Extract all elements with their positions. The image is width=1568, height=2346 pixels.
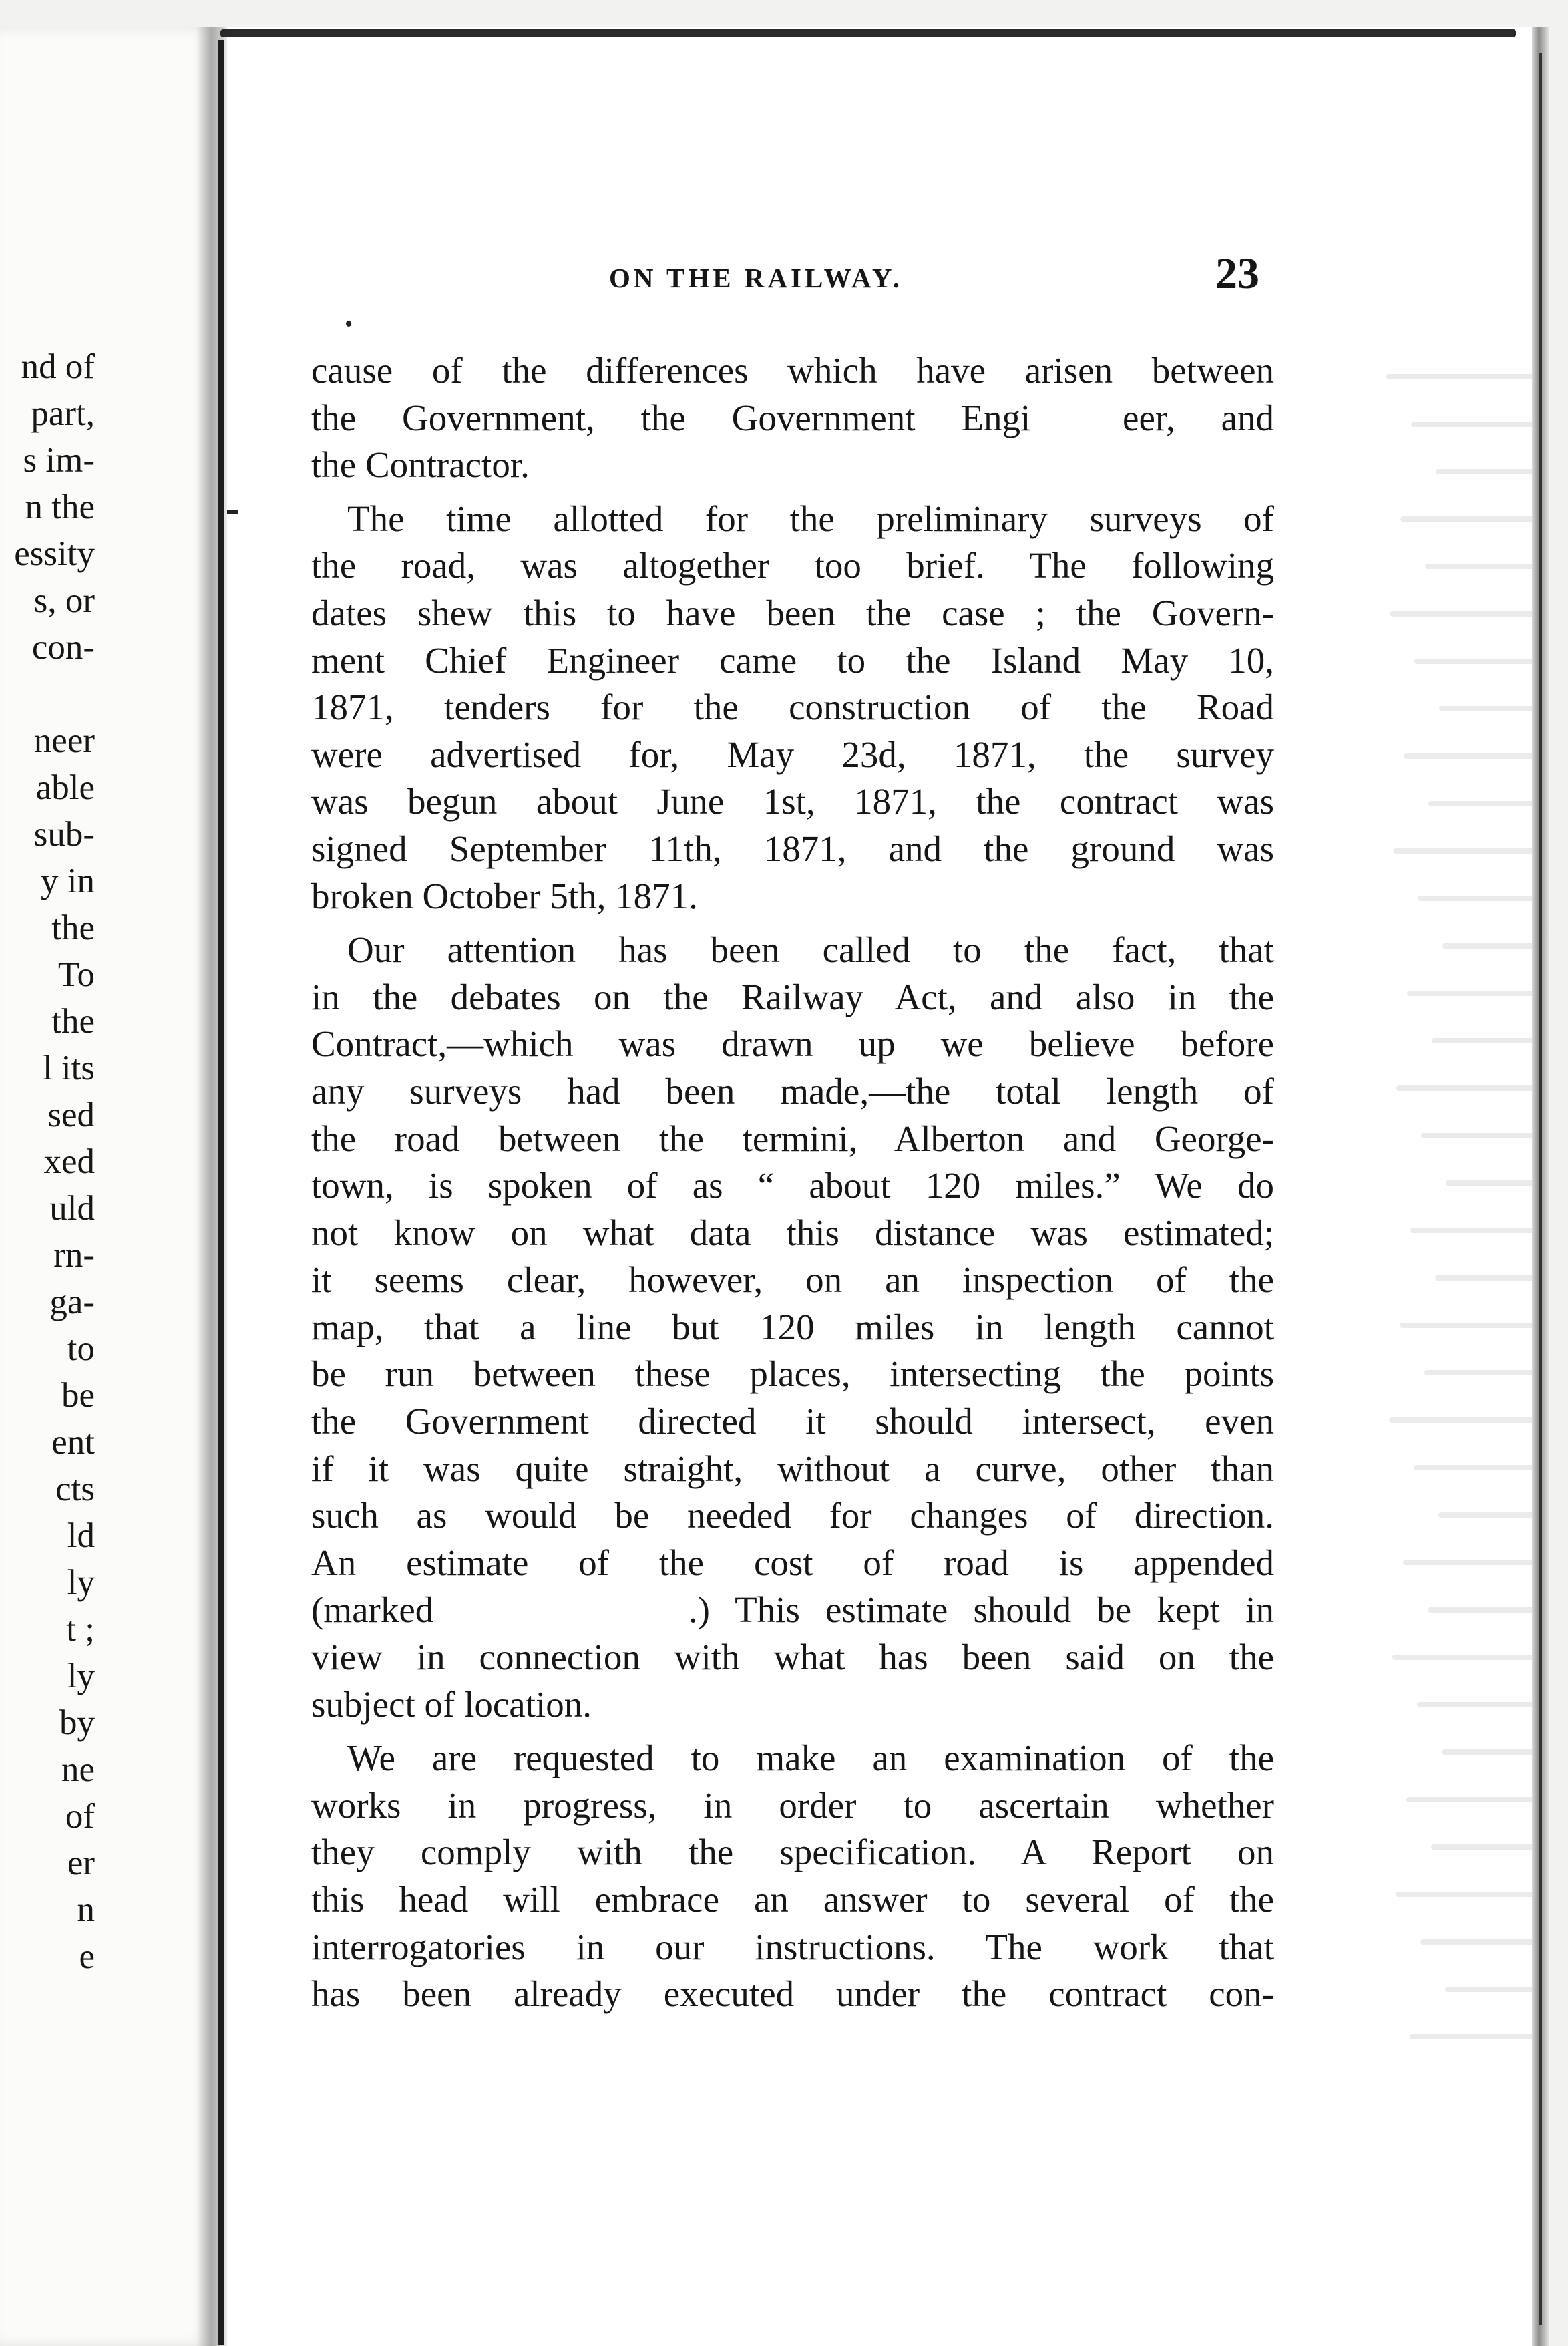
left-page-fragment: ld bbox=[67, 1516, 95, 1555]
left-page-fragment: uld bbox=[49, 1189, 95, 1228]
bleed-stroke bbox=[1396, 1892, 1532, 1897]
text-line: was begun about June 1st, 1871, the contract was bbox=[311, 781, 1274, 822]
text-line: were advertised for, May 23d, 1871, the survey bbox=[311, 733, 1274, 775]
bleed-stroke bbox=[1435, 1275, 1532, 1281]
bleed-stroke bbox=[1414, 1465, 1532, 1470]
left-page-fragment: part, bbox=[31, 394, 95, 433]
left-page-fragment: be bbox=[61, 1376, 95, 1415]
left-page-fragment: of bbox=[65, 1797, 95, 1836]
margin-tick-mark bbox=[227, 510, 238, 514]
bleed-stroke bbox=[1438, 1512, 1532, 1518]
bleed-stroke bbox=[1420, 1939, 1532, 1945]
bleed-stroke bbox=[1410, 1228, 1532, 1233]
text-line: interrogatories in our instructions. The work that bbox=[311, 1926, 1274, 1967]
text-line: not know on what data this distance was estimated; bbox=[311, 1212, 1274, 1253]
text-line: such as would be needed for changes of direction. bbox=[311, 1495, 1274, 1536]
text-line: the road between the termini, Alberton and George- bbox=[311, 1118, 1274, 1159]
bleed-stroke bbox=[1393, 848, 1532, 854]
left-page-fragment: cts bbox=[55, 1470, 95, 1508]
bleed-stroke bbox=[1400, 1323, 1532, 1328]
left-page-fragment: sub- bbox=[33, 815, 95, 854]
left-page-fragment: able bbox=[35, 768, 95, 807]
text-line: the Government directed it should intersect, even bbox=[311, 1401, 1274, 1442]
text-line: dates shew this to have been the case ; the Govern- bbox=[311, 592, 1274, 633]
text-line: works in progress, in order to ascertain whether bbox=[311, 1784, 1274, 1826]
paragraph-gap bbox=[311, 489, 1274, 496]
paragraph-gap bbox=[311, 1728, 1274, 1735]
text-line: the road, was altogether too brief. The following bbox=[311, 545, 1274, 586]
left-page-fragment: s im- bbox=[23, 441, 95, 480]
bleed-stroke bbox=[1418, 896, 1532, 901]
text-line: (marked .) This estimate should be kept in bbox=[311, 1589, 1274, 1631]
text-line: We are requested to make an examination of the bbox=[347, 1737, 1274, 1779]
text-line: An estimate of the cost of road is appended bbox=[311, 1542, 1274, 1583]
text-line: subject of location. bbox=[311, 1683, 592, 1725]
bleed-stroke bbox=[1406, 1797, 1532, 1802]
bleed-stroke bbox=[1389, 1417, 1532, 1423]
left-page-fragment: con- bbox=[31, 628, 95, 667]
bleed-stroke bbox=[1428, 801, 1532, 806]
left-page-fragment: s, or bbox=[33, 581, 95, 620]
bleed-stroke bbox=[1431, 1844, 1532, 1850]
text-line: broken October 5th, 1871. bbox=[311, 875, 698, 916]
text-line: Our attention has been called to the fact, that bbox=[347, 929, 1274, 971]
text-line: this head will embrace an answer to several of the bbox=[311, 1879, 1274, 1920]
bleed-stroke bbox=[1428, 1607, 1532, 1613]
left-page-fragment: n bbox=[77, 1890, 95, 1929]
left-page-fragment: ne bbox=[61, 1750, 95, 1789]
left-page-fragment bbox=[14, 671, 95, 717]
text-line: it seems clear, however, on an inspection of the bbox=[311, 1259, 1274, 1301]
bleed-stroke bbox=[1386, 374, 1532, 379]
text-line: cause of the differences which have arisen between bbox=[311, 350, 1274, 391]
left-page-fragment: ly bbox=[67, 1563, 95, 1602]
text-line: 1871, tenders for the construction of the Road bbox=[311, 687, 1274, 728]
text-line: in the debates on the Railway Act, and also in the bbox=[311, 976, 1274, 1017]
bleed-stroke bbox=[1417, 1702, 1532, 1707]
page-top-edge bbox=[220, 29, 1516, 37]
bleed-stroke bbox=[1396, 1085, 1532, 1091]
bleed-stroke bbox=[1442, 943, 1532, 949]
text-line: if it was quite straight, without a curve, other than bbox=[311, 1448, 1274, 1489]
left-page-fragment: l its bbox=[42, 1049, 95, 1087]
text-line: The time allotted for the preliminary surveys of bbox=[347, 498, 1274, 539]
bleed-stroke bbox=[1442, 1749, 1532, 1755]
left-page-text-fragments bbox=[14, 343, 95, 1980]
page-number: 23 bbox=[1215, 249, 1259, 298]
left-page bbox=[0, 27, 212, 2346]
left-page-fragment: ga- bbox=[49, 1283, 95, 1321]
bleed-stroke bbox=[1407, 991, 1532, 996]
left-page-fragment: ly bbox=[67, 1657, 95, 1695]
text-line: Contract,—which was drawn up we believe before bbox=[311, 1023, 1274, 1065]
paragraph bbox=[311, 347, 1274, 489]
text-line: be run between these places, intersecting the points bbox=[311, 1353, 1274, 1395]
page-right-edge-line bbox=[1539, 53, 1542, 2325]
bleed-stroke bbox=[1404, 753, 1532, 759]
bleed-stroke bbox=[1421, 1133, 1532, 1138]
gutter-binding-line bbox=[218, 40, 224, 2345]
paragraph bbox=[311, 927, 1274, 1728]
text-line: they comply with the specification. A Report on bbox=[311, 1832, 1274, 1873]
paragraph bbox=[311, 496, 1274, 920]
left-page-fragment: neer bbox=[33, 721, 95, 760]
paragraph-gap bbox=[311, 920, 1274, 927]
bleed-stroke bbox=[1410, 2034, 1532, 2039]
left-page-fragment: e bbox=[79, 1937, 95, 1976]
left-page-fragment: ent bbox=[51, 1423, 95, 1462]
text-line: map, that a line but 120 miles in length cannot bbox=[311, 1306, 1274, 1347]
left-page-fragment: n the bbox=[25, 488, 95, 526]
bleed-stroke bbox=[1425, 564, 1532, 569]
ink-speck bbox=[346, 321, 351, 327]
bleed-stroke bbox=[1445, 1987, 1532, 1992]
text-line: ment Chief Engineer came to the Island May 10, bbox=[311, 639, 1274, 681]
bleed-through-text bbox=[1360, 374, 1532, 2111]
text-line: view in connection with what has been said on the bbox=[311, 1637, 1274, 1678]
bleed-stroke bbox=[1436, 469, 1532, 474]
left-page-fragment: by bbox=[59, 1703, 95, 1742]
bleed-stroke bbox=[1424, 1370, 1532, 1375]
left-page-fragment: nd of bbox=[21, 347, 95, 386]
bleed-stroke bbox=[1392, 1655, 1532, 1660]
running-head: ON THE RAILWAY. bbox=[609, 263, 903, 293]
text-line: any surveys had been made,—the total length of bbox=[311, 1070, 1274, 1112]
left-page-fragment: t ; bbox=[66, 1610, 95, 1649]
left-page-fragment: To bbox=[57, 955, 95, 994]
bleed-stroke bbox=[1432, 1038, 1532, 1043]
body-text bbox=[311, 347, 1274, 2018]
bleed-stroke bbox=[1439, 706, 1532, 711]
left-page-fragment: the bbox=[51, 908, 95, 947]
text-line: town, is spoken of as “ about 120 miles.” We do bbox=[311, 1165, 1274, 1206]
left-page-fragment: the bbox=[51, 1002, 95, 1041]
paragraph bbox=[311, 1735, 1274, 2018]
text-line: has been already executed under the contract con- bbox=[311, 1973, 1274, 2015]
text-line: signed September 11th, 1871, and the ground was bbox=[311, 828, 1274, 869]
text-line: the Government, the Government Engi eer, and bbox=[311, 397, 1274, 438]
left-page-fragment: y in bbox=[41, 862, 95, 900]
bleed-stroke bbox=[1403, 1560, 1532, 1565]
bleed-stroke bbox=[1411, 422, 1532, 427]
bleed-stroke bbox=[1390, 611, 1532, 617]
bleed-stroke bbox=[1414, 659, 1532, 664]
left-page-fragment: rn- bbox=[53, 1236, 95, 1275]
bleed-stroke bbox=[1400, 516, 1532, 522]
left-page-fragment: to bbox=[67, 1329, 95, 1368]
left-page-fragment: er bbox=[67, 1844, 95, 1882]
left-page-fragment: xed bbox=[43, 1142, 95, 1181]
left-page-fragment: sed bbox=[47, 1096, 95, 1134]
left-page-fragment: essity bbox=[14, 534, 95, 573]
text-line: the Contractor. bbox=[311, 444, 530, 486]
bleed-stroke bbox=[1446, 1180, 1532, 1186]
